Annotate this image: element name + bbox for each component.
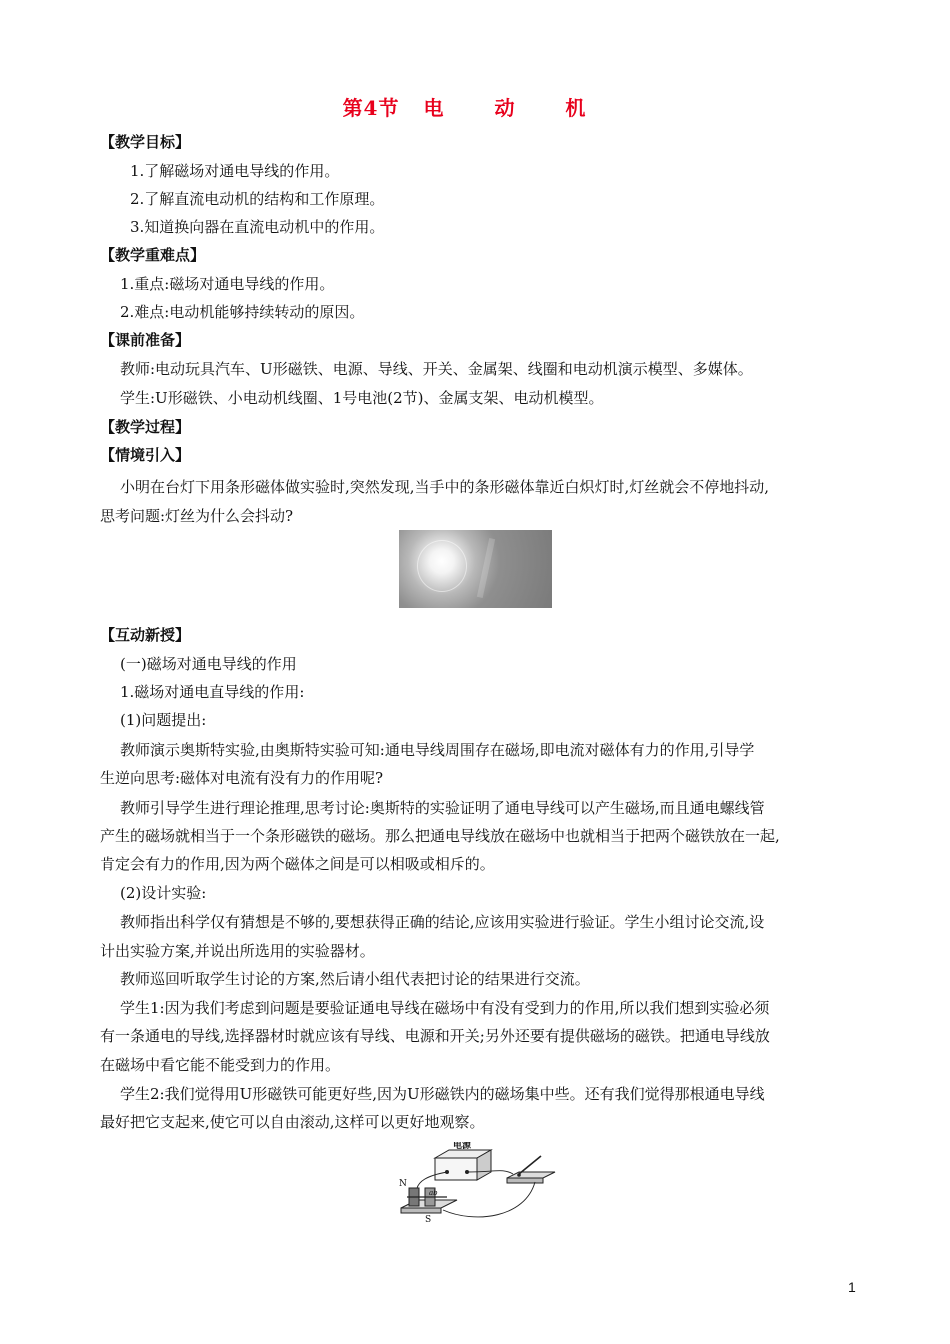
paragraph-line: 最好把它支起来,使它可以自由滚动,这样可以更好地观察。 <box>100 1113 485 1131</box>
pole-n-label: N <box>399 1179 407 1189</box>
paragraph-line: 肯定会有力的作用,因为两个磁体之间是可以相吸或相斥的。 <box>100 855 495 873</box>
intro-text: 思考问题:灯丝为什么会抖动? <box>100 507 294 525</box>
switch-base-front <box>507 1178 543 1183</box>
switch-pivot-icon <box>517 1173 521 1177</box>
subsection-heading: (一)磁场对通电导线的作用 <box>120 655 297 673</box>
paragraph-line: 计出实验方案,并说出所选用的实验器材。 <box>100 942 375 960</box>
power-supply-front <box>435 1158 477 1180</box>
subsection-heading: (2)设计实验: <box>120 884 207 902</box>
switch-lever <box>519 1156 541 1174</box>
switch-base <box>507 1172 555 1178</box>
page-title <box>0 92 950 121</box>
paragraph-line: 教师引导学生进行理论推理,思考讨论:奥斯特的实验证明了通电导线可以产生磁场,而且通电螺线管 <box>120 799 765 817</box>
power-label: 电源 <box>453 1142 472 1151</box>
paragraph-line: 教师演示奥斯特实验,由奥斯特实验可知:通电导线周围存在磁场,即电流对磁体有力的作用,引导学 <box>120 741 755 759</box>
wire <box>443 1182 535 1217</box>
paragraph-line: 教师巡回听取学生讨论的方案,然后请小组代表把讨论的结果进行交流。 <box>120 970 590 988</box>
prep-student: 学生:U形磁铁、小电动机线圈、1号电池(2节)、金属支架、电动机模型。 <box>120 389 604 407</box>
paragraph-line: 教师指出科学仅有猜想是不够的,要想获得正确的结论,应该用实验进行验证。学生小组讨论交流,设 <box>120 913 765 931</box>
subsection-heading: 1.磁场对通电直导线的作用: <box>120 683 305 701</box>
page-number: 1 <box>848 1279 856 1295</box>
goal-item: 1.了解磁场对通电导线的作用。 <box>130 162 340 180</box>
goal-item: 3.知道换向器在直流电动机中的作用。 <box>130 218 385 236</box>
paragraph-line: 学生2:我们觉得用U形磁铁可能更好些,因为U形磁铁内的磁场集中些。还有我们觉得那根通电导线 <box>120 1085 765 1103</box>
prep-teacher: 教师:电动玩具汽车、U形磁铁、电源、导线、开关、金属架、线圈和电动机演示模型、多媒体。 <box>120 360 753 378</box>
subsection-heading: (1)问题提出: <box>120 711 207 729</box>
magnet-base-front <box>401 1208 441 1213</box>
process-header: 【教学过程】 <box>100 418 191 436</box>
paragraph-line: 在磁场中看它能不能受到力的作用。 <box>100 1056 341 1074</box>
keypoint-item: 2.难点:电动机能够持续转动的原因。 <box>120 303 365 321</box>
goal-item: 2.了解直流电动机的结构和工作原理。 <box>130 190 385 208</box>
pole-s-label: S <box>425 1215 432 1225</box>
paragraph-line: 有一条通电的导线,选择器材时就应该有导线、电源和开关;另外还要有提供磁场的磁铁。把通电导线放 <box>100 1027 770 1045</box>
keypoint-item: 1.重点:磁场对通电导线的作用。 <box>120 275 335 293</box>
interactive-header: 【互动新授】 <box>100 626 191 644</box>
rod-label: ab <box>429 1189 438 1197</box>
intro-text: 小明在台灯下用条形磁体做实验时,突然发现,当手中的条形磁体靠近白炽灯时,灯丝就会不停地抖动, <box>120 478 770 496</box>
keypoints-header: 【教学重难点】 <box>100 246 206 264</box>
light-bulb-photo <box>399 530 552 608</box>
paragraph-line: 产生的磁场就相当于一个条形磁铁的磁场。那么把通电导线放在磁场中也就相当于把两个磁铁放在一起, <box>100 827 780 845</box>
goals-header: 【教学目标】 <box>100 133 191 151</box>
section-name: 电 动 机 <box>423 96 608 120</box>
paragraph-line: 学生1:因为我们考虑到问题是要验证通电导线在磁场中有没有受到力的作用,所以我们想到实验必须 <box>120 999 770 1017</box>
prep-header: 【课前准备】 <box>100 331 191 349</box>
section-number: 第4节 <box>342 96 400 120</box>
paragraph-line: 生逆向思考:磁体对电流有没有力的作用呢? <box>100 769 384 787</box>
intro-header: 【情境引入】 <box>100 446 191 464</box>
experiment-diagram <box>395 1142 560 1228</box>
